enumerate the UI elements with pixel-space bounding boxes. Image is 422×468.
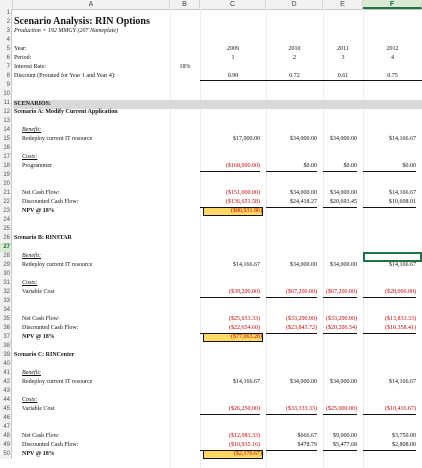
scenario-b-benefit-value[interactable]: $34,000.00 — [290, 262, 317, 268]
row-header[interactable]: 45 — [0, 405, 12, 414]
scenario-c-benefit-label: Benefit: — [22, 370, 41, 376]
row-header[interactable]: 25 — [0, 225, 12, 234]
scenario-a-title: Scenario A: Modify Current Application — [14, 109, 118, 115]
period-1[interactable]: 1 — [231, 55, 235, 61]
scenario-c-cost-value[interactable]: ($26,250.00) — [200, 405, 260, 415]
row-header[interactable]: 12 — [0, 108, 12, 117]
scenario-c-disc-value[interactable]: $5,477.68 — [323, 441, 357, 451]
scenario-a-npv-value[interactable]: ($80,931.86) — [204, 208, 262, 215]
selected-cell-f27[interactable] — [363, 252, 422, 262]
row-header[interactable]: 24 — [0, 216, 12, 225]
scenario-c-benefit-item: Redeploy current IT resource — [22, 379, 93, 385]
scenario-b-disc-value[interactable]: ($20,206.54) — [323, 324, 357, 334]
year-2012[interactable]: 2012 — [386, 46, 399, 52]
year-2010[interactable]: 2010 — [288, 46, 301, 52]
scenario-b-net-value[interactable]: ($13,833.33) — [385, 316, 416, 322]
scenario-c-benefit-value[interactable]: $14,166.67 — [233, 379, 260, 385]
scenario-a-disc-value[interactable]: $10,608.01 — [363, 198, 416, 208]
scenario-b-net-value[interactable]: ($33,200.00) — [286, 316, 317, 322]
scenario-b-disc-value[interactable]: ($23,843.72) — [266, 324, 317, 334]
row-header[interactable]: 1 — [0, 9, 12, 18]
row-header[interactable]: 39 — [0, 351, 12, 360]
row-header[interactable]: 16 — [0, 144, 12, 153]
row-header[interactable]: 19 — [0, 171, 12, 180]
scenario-b-disc-value[interactable]: ($10,358.41) — [363, 324, 416, 334]
year-label: Year: — [14, 46, 27, 52]
row-header[interactable]: 11 — [0, 99, 12, 108]
discount-2011[interactable]: 0.61 — [337, 73, 349, 79]
scenario-a-npv-label: NPV @ 18% — [22, 208, 55, 214]
scenario-c-npv-value[interactable]: ($2,170.67) — [204, 451, 262, 458]
scenario-c-npv-label: NPV @ 18% — [22, 451, 55, 457]
row-header[interactable]: 9 — [0, 81, 12, 90]
row-header[interactable]: 22 — [0, 198, 12, 207]
discount-2012[interactable]: 0.75 — [387, 73, 398, 79]
scenario-c-disc-value[interactable]: ($10,935.16) — [200, 441, 260, 451]
row-header[interactable]: 6 — [0, 54, 12, 63]
row-header[interactable]: 48 — [0, 432, 12, 441]
scenario-a-benefit-item: Redeploy current IT resource — [22, 136, 93, 142]
sheet-title: Scenario Analysis: RIN Options — [14, 16, 150, 27]
scenario-a-net-value[interactable]: $14,166.67 — [389, 190, 416, 196]
scenario-b-title: Scenario B: RINSTAR — [14, 235, 72, 241]
row-header[interactable]: 34 — [0, 306, 12, 315]
scenario-c-disc-value[interactable]: $2,808.00 — [363, 441, 416, 451]
scenario-c-disc-label: Discounted Cash Flow: — [22, 442, 79, 448]
scenario-a-cost-value[interactable]: $0.00 — [323, 162, 357, 172]
row-header[interactable]: 42 — [0, 378, 12, 387]
scenario-b-cost-value[interactable]: ($67,200.00) — [266, 288, 317, 298]
scenario-b-benefit-value[interactable]: $14,166.67 — [389, 262, 416, 268]
period-2[interactable]: 2 — [293, 55, 296, 61]
row-header[interactable]: 15 — [0, 135, 12, 144]
production-subtitle: Production = 192 MMGY (207 Nameplate) — [14, 28, 118, 34]
row-header[interactable]: 3 — [0, 27, 12, 36]
scenario-b-cost-value[interactable]: ($28,000.00) — [363, 288, 416, 298]
scenario-a-net-value[interactable]: $34,000.00 — [290, 190, 317, 196]
scenario-c-disc-value[interactable]: $478.79 — [266, 441, 317, 451]
scenario-b-benefit-item: Redeploy current IT resource — [22, 262, 93, 268]
row-header[interactable]: 35 — [0, 315, 12, 324]
scenario-a-cost-value[interactable]: ($168,000.00) — [200, 162, 260, 172]
scenario-b-net-value[interactable]: ($25,033.33) — [229, 316, 260, 322]
row-header[interactable]: 4 — [0, 36, 12, 45]
row-header[interactable]: 17 — [0, 153, 12, 162]
row-header[interactable]: 18 — [0, 162, 12, 171]
scenario-a-net-label: Net Cash Flow: — [22, 190, 60, 196]
scenario-a-cost-label: Costs: — [22, 154, 38, 160]
row-header[interactable]: 30 — [0, 270, 12, 279]
row-header[interactable]: 33 — [0, 297, 12, 306]
scenario-c-net-label: Net Cash Flow: — [22, 433, 60, 439]
row-header[interactable]: 38 — [0, 342, 12, 351]
scenario-c-cost-value[interactable]: ($10,416.67) — [363, 405, 416, 415]
scenario-b-net-label: Net Cash Flow: — [22, 316, 60, 322]
scenario-c-cost-label: Costs: — [22, 397, 38, 403]
scenario-c-benefit-value[interactable]: $34,000.00 — [330, 379, 357, 385]
row-header[interactable]: 43 — [0, 387, 12, 396]
row-header[interactable]: 13 — [0, 117, 12, 126]
row-header[interactable]: 5 — [0, 45, 12, 54]
scenario-b-benefit-value[interactable]: $14,166.67 — [233, 262, 260, 268]
select-all-corner[interactable] — [0, 0, 13, 9]
row-header[interactable]: 8 — [0, 72, 12, 81]
year-2009[interactable]: 2009 — [227, 46, 239, 52]
column-header-f[interactable]: F — [363, 0, 422, 9]
scenario-a-benefit-value[interactable]: $34,000.00 — [290, 136, 317, 142]
period-4[interactable]: 4 — [391, 55, 394, 61]
scenario-c-net-value[interactable]: ($12,083.33) — [229, 433, 260, 439]
scenario-b-cost-value[interactable]: ($67,200.00) — [323, 288, 357, 298]
row-header[interactable]: 32 — [0, 288, 12, 297]
scenario-b-benefit-label: Benefit: — [22, 253, 41, 259]
scenario-a-disc-value[interactable]: $20,693.45 — [323, 198, 357, 208]
scenario-b-benefit-value[interactable]: $34,000.00 — [330, 262, 357, 268]
scenario-a-cost-item: Programmer — [22, 163, 52, 169]
row-header[interactable]: 21 — [0, 189, 12, 198]
scenario-a-disc-value[interactable]: ($136,651.58) — [200, 198, 260, 208]
scenario-b-cost-label: Costs: — [22, 280, 38, 286]
discount-2010[interactable]: 0.72 — [289, 73, 300, 79]
row-header[interactable]: 2 — [0, 18, 12, 27]
scenario-b-cost-item: Variable Cost — [22, 289, 55, 295]
scenario-a-benefit-value[interactable]: $14,166.67 — [389, 136, 416, 142]
period-label: Period: — [14, 55, 32, 61]
row-header[interactable]: 7 — [0, 63, 12, 72]
scenario-a-disc-label: Discounted Cash Flow: — [22, 199, 79, 205]
row-header[interactable]: 47 — [0, 423, 12, 432]
row-header[interactable]: 23 — [0, 207, 12, 216]
scenario-c-benefit-value[interactable]: $34,000.00 — [290, 379, 317, 385]
scenario-a-disc-value[interactable]: $24,418.27 — [266, 198, 317, 208]
scenario-c-net-value[interactable]: $9,000.00 — [333, 433, 357, 439]
row-header[interactable]: 26 — [0, 234, 12, 243]
scenario-c-cost-value[interactable]: ($33,333.33) — [266, 405, 317, 415]
interest-rate-value[interactable]: 18% — [179, 64, 191, 70]
scenario-a-net-value[interactable]: ($151,000.00) — [226, 190, 260, 196]
scenario-b-net-value[interactable]: ($33,200.00) — [326, 316, 357, 322]
scenario-a-net-value[interactable]: $34,000.00 — [330, 190, 357, 196]
column-header-c[interactable]: C — [200, 0, 266, 9]
row-header[interactable]: 29 — [0, 261, 12, 270]
row-header[interactable]: 20 — [0, 180, 12, 189]
row-header[interactable]: 41 — [0, 369, 12, 378]
column-header-a[interactable]: A — [13, 0, 170, 9]
scenario-c-cost-value[interactable]: ($25,000.00) — [323, 405, 357, 415]
scenario-a-benefit-label: Benefit: — [22, 127, 41, 133]
row-header[interactable]: 50 — [0, 450, 12, 459]
column-header-e[interactable]: E — [323, 0, 363, 9]
row-header[interactable]: 49 — [0, 441, 12, 450]
year-2011[interactable]: 2011 — [337, 46, 349, 52]
column-header-b[interactable]: B — [170, 0, 200, 9]
row-header[interactable]: 40 — [0, 360, 12, 369]
scenario-a-cost-value[interactable]: $0.00 — [363, 162, 416, 172]
row-header[interactable]: 10 — [0, 90, 12, 99]
scenario-b-disc-label: Discounted Cash Flow: — [22, 325, 79, 331]
row-header[interactable]: 44 — [0, 396, 12, 405]
row-header[interactable]: 37 — [0, 333, 12, 342]
scenario-b-npv-value[interactable]: ($77,063.28) — [204, 334, 262, 341]
column-header-d[interactable]: D — [266, 0, 323, 9]
row-header[interactable]: 31 — [0, 279, 12, 288]
scenarios-label: SCENARIOS: — [14, 101, 52, 107]
scenario-b-npv-label: NPV @ 18% — [22, 334, 55, 340]
discount-2009[interactable]: 0.90 — [227, 73, 239, 79]
row-header[interactable]: 28 — [0, 252, 12, 261]
scenario-c-net-value[interactable]: $666.67 — [297, 433, 317, 439]
discount-label: Discount (Prorated for Year 1 and Year 4): — [14, 73, 116, 79]
row-header[interactable]: 14 — [0, 126, 12, 135]
scenario-c-net-value[interactable]: $3,750.00 — [392, 433, 416, 439]
interest-label: Interest Rate: — [14, 64, 47, 70]
scenario-c-cost-item: Variable Cost — [22, 406, 55, 412]
scenario-c-benefit-value[interactable]: $14,166.67 — [389, 379, 416, 385]
row-header[interactable]: 36 — [0, 324, 12, 333]
row-header[interactable]: 27 — [0, 243, 12, 252]
scenario-c-title: Scenario C: RINCenter — [14, 352, 75, 358]
period-3[interactable]: 3 — [341, 55, 345, 61]
scenario-b-disc-value[interactable]: ($22,654.60) — [200, 324, 260, 334]
scenario-a-benefit-value[interactable]: $17,000.00 — [233, 136, 260, 142]
scenario-a-cost-value[interactable]: $0.00 — [266, 162, 317, 172]
row-header[interactable]: 46 — [0, 414, 12, 423]
scenario-b-cost-value[interactable]: ($39,200.00) — [200, 288, 260, 298]
scenario-a-benefit-value[interactable]: $34,000.00 — [330, 136, 357, 142]
